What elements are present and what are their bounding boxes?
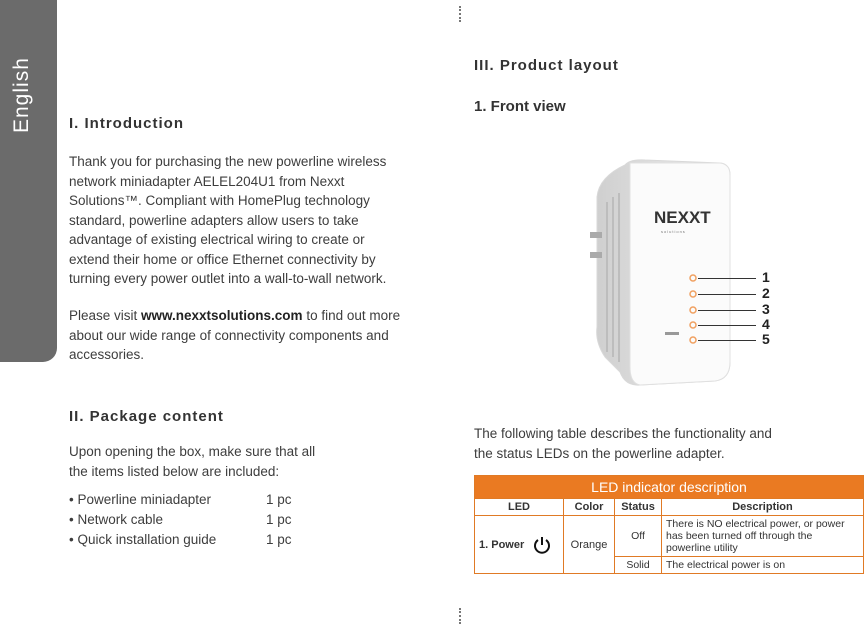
package-line: Upon opening the box, make sure that all bbox=[69, 444, 316, 459]
callout-number: 4 bbox=[762, 316, 770, 332]
package-item: • Quick installation guide bbox=[69, 532, 217, 547]
introduction-text bbox=[69, 152, 386, 289]
visit-text: to find out more bbox=[302, 308, 401, 323]
language-tab bbox=[0, 0, 57, 362]
column-divider-top bbox=[459, 6, 463, 22]
description-cell: The electrical power is on bbox=[662, 557, 864, 574]
callout-line bbox=[698, 340, 756, 341]
table-intro-line: the status LEDs on the powerline adapter. bbox=[474, 445, 725, 461]
front-view-heading: 1. Front view bbox=[474, 98, 566, 115]
power-icon bbox=[533, 536, 551, 554]
callout-number: 5 bbox=[762, 331, 770, 347]
package-item-qty: 1 pc bbox=[266, 512, 292, 527]
callout-line bbox=[698, 310, 756, 311]
callout-line bbox=[698, 294, 756, 295]
intro-line: Thank you for purchasing the new powerline wireless bbox=[69, 154, 387, 169]
table-intro-line: The following table describes the functionality and bbox=[474, 426, 772, 441]
callout-number: 3 bbox=[762, 301, 770, 317]
intro-line: network miniadapter AELEL204U1 from Nexxt bbox=[69, 173, 345, 189]
intro-line: turning every power outlet into a wall-to-wall network. bbox=[69, 271, 387, 286]
description-cell: There is NO electrical power, or power has been turned off through the powerline utility bbox=[662, 516, 864, 557]
intro-line: extend their home or office Ethernet connectivity by bbox=[69, 251, 376, 267]
status-cell: Off bbox=[615, 516, 662, 557]
language-label: English bbox=[10, 57, 33, 133]
color-cell: Orange bbox=[564, 516, 615, 574]
product-layout-heading: III. Product layout bbox=[474, 57, 619, 74]
column-header: Status bbox=[615, 499, 662, 516]
visit-line: about our wide range of connectivity components and bbox=[69, 327, 389, 343]
package-item-qty: 1 pc bbox=[266, 492, 292, 507]
package-item: • Powerline miniadapter bbox=[69, 492, 212, 507]
led-name: 1. Power bbox=[479, 538, 525, 551]
column-header: Description bbox=[662, 499, 864, 516]
led-indicator-table bbox=[474, 475, 864, 574]
table-intro bbox=[474, 424, 772, 463]
led-name-cell bbox=[475, 516, 564, 574]
column-divider-bottom bbox=[459, 608, 463, 624]
table-caption: LED indicator description bbox=[475, 476, 864, 499]
website-link[interactable]: www.nexxtsolutions.com bbox=[141, 308, 303, 323]
intro-line: standard, powerline adapters allow users to take bbox=[69, 212, 359, 228]
callout-number: 2 bbox=[762, 285, 770, 301]
visit-line: accessories. bbox=[69, 347, 145, 362]
visit-text: Please visit bbox=[69, 308, 142, 323]
status-cell: Solid bbox=[615, 557, 662, 574]
package-heading: II. Package content bbox=[69, 408, 224, 425]
column-header: Color bbox=[564, 499, 615, 516]
callout-line bbox=[698, 325, 756, 326]
package-intro bbox=[69, 442, 315, 481]
brand-subtitle: solutions bbox=[661, 229, 686, 234]
intro-line: advantage of existing electrical wiring to create or bbox=[69, 232, 365, 247]
package-item-qty: 1 pc bbox=[266, 532, 292, 547]
intro-line: Solutions™. Compliant with HomePlug technology bbox=[69, 193, 370, 208]
callout-number: 1 bbox=[762, 269, 770, 285]
powerline-adapter-image bbox=[585, 157, 735, 387]
visit-paragraph bbox=[69, 306, 400, 365]
package-line: the items listed below are included: bbox=[69, 463, 280, 479]
column-header: LED bbox=[475, 499, 564, 516]
brand-logo: NEXXT bbox=[654, 208, 711, 227]
callout-line bbox=[698, 278, 756, 279]
introduction-heading: I. Introduction bbox=[69, 115, 184, 132]
package-item: • Network cable bbox=[69, 512, 164, 527]
